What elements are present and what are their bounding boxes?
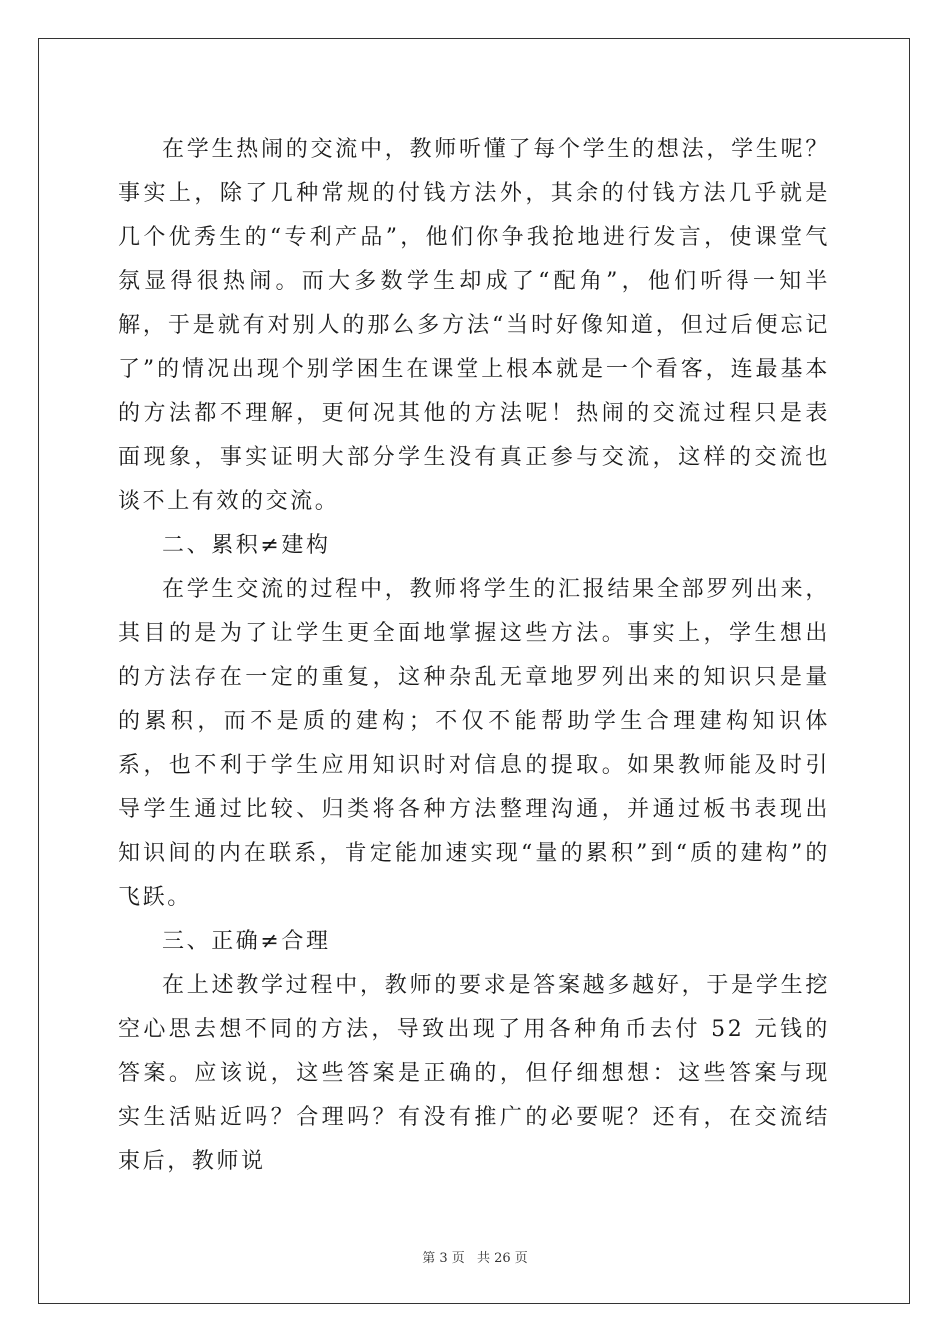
paragraph-1: 在学生热闹的交流中，教师听懂了每个学生的想法，学生呢？事实上，除了几种常规的付钱方法外，其余的付钱方法几乎就是几个优秀生的“专利产品”，他们你争我抢地进行发言，使课堂气氛显得很热闹。而大多数学生却成了“配角”，他们听得一知半解，于是就有对别人的那么多方法“当时好像知道，但过后便忘记了”的情况出现个别学困生在课堂上根本就是一个看客，连最基本的方法都不理解，更何况其他的方法呢！热闹的交流过程只是表面现象，事实证明大部分学生没有真正参与交流，这样的交流也谈不上有效的交流。	[118, 137, 830, 514]
section-heading-3: 三、正确≠合理	[162, 929, 331, 954]
section-heading-2: 二、累积≠建构	[162, 533, 331, 558]
paragraph-3: 在上述教学过程中，教师的要求是答案越多越好，于是学生挖空心思去想不同的方法，导致出现了用各种角币去付 52 元钱的答案。应该说，这些答案是正确的，但仔细想想：这些答案与现实生活贴近吗？合理吗？有没有推广的必要呢？还有，在交流结束后，教师说	[118, 973, 830, 1174]
document-body	[118, 128, 830, 1184]
page-total: 共 26 页	[476, 1251, 528, 1266]
page-number: 第 3 页	[422, 1251, 465, 1266]
page-footer	[0, 1247, 950, 1266]
paragraph-2: 在学生交流的过程中，教师将学生的汇报结果全部罗列出来，其目的是为了让学生更全面地掌握这些方法。事实上，学生想出的方法存在一定的重复，这种杂乱无章地罗列出来的知识只是量的累积，而不是质的建构；不仅不能帮助学生合理建构知识体系，也不利于学生应用知识时对信息的提取。如果教师能及时引导学生通过比较、归类将各种方法整理沟通，并通过板书表现出知识间的内在联系，肯定能加速实现“量的累积”到“质的建构”的飞跃。	[118, 577, 830, 910]
